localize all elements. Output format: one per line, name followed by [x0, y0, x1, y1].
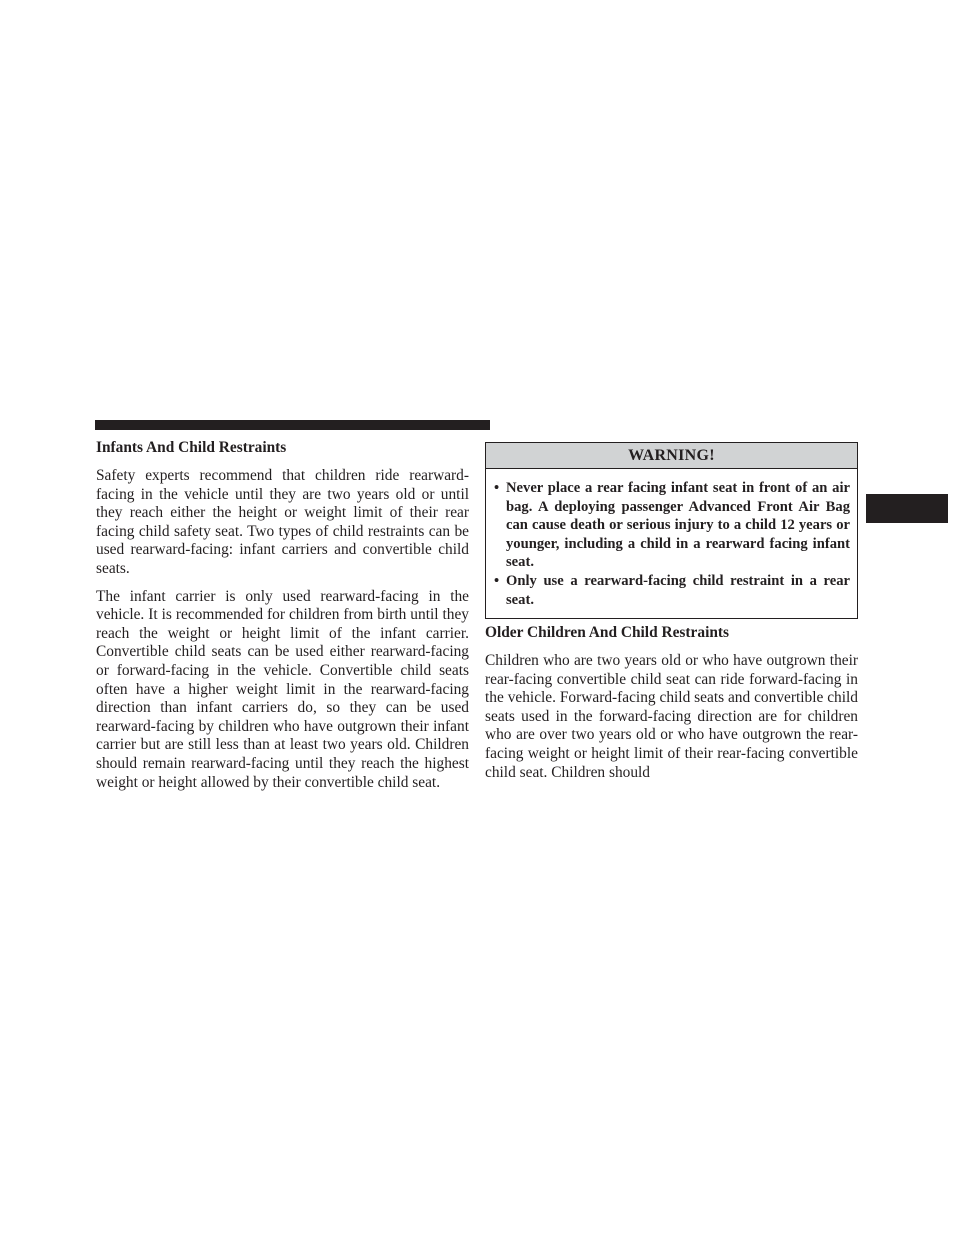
paragraph-older-children: Children who are two years old or who have outgrown their rear-facing convertible child seat can ride forward-facing in the vehicle. Forward-facing child seats and convertible child seats used in the forward-facing direction are for children who are over two years old or who have outgrown the rear-facing weight or height limit of their rear-facing convertible child seat. Children should — [485, 652, 858, 781]
heading-older-children-child-restraints: Older Children And Child Restraints — [485, 624, 730, 641]
left-column — [96, 438, 469, 801]
warning-title: WARNING! — [486, 443, 857, 469]
warning-box — [485, 442, 858, 619]
warning-list — [486, 469, 857, 618]
paragraph-safety-experts: Safety experts recommend that children ride rearward-facing in the vehicle until they are two years old or until they reach either the height or weight limit of their rear facing child safety seat. Two types of child restraints can be used rearward-facing: infant carriers and convertible child seats. — [96, 467, 469, 577]
warning-item — [494, 479, 850, 572]
bullet-icon: • — [494, 572, 500, 589]
right-column — [485, 623, 858, 791]
section-top-rule — [95, 420, 490, 430]
warning-item — [494, 572, 850, 609]
warning-item-text: Only use a rearward-facing child restraint in a rear seat. — [506, 572, 850, 608]
bullet-icon: • — [494, 480, 500, 496]
warning-item-text: Never place a rear facing infant seat in front of an air bag. A deploying passenger Advanced Front Air Bag can cause death or serious injury to a child 12 years or younger, including a child in a rearward facing infant seat. — [506, 480, 850, 571]
heading-infants-child-restraints: Infants And Child Restraints — [96, 439, 287, 456]
paragraph-infant-carrier: The infant carrier is only used rearward-facing in the vehicle. It is recommended for children from birth until they reach the weight or height limit of the infant carrier. Convertible child seats can be used either rearward-facing or forward-facing in the vehicle. Convertible child seats often have a higher weight limit in the rearward-facing direction than infant carriers do, so they can be used rearward-facing by children who have outgrown their infant carrier but are still less than at least two years old. Children should remain rearward-facing until they reach the highest weight or height allowed by their convertible child seat. — [96, 587, 469, 791]
chapter-tab-marker — [866, 494, 948, 523]
